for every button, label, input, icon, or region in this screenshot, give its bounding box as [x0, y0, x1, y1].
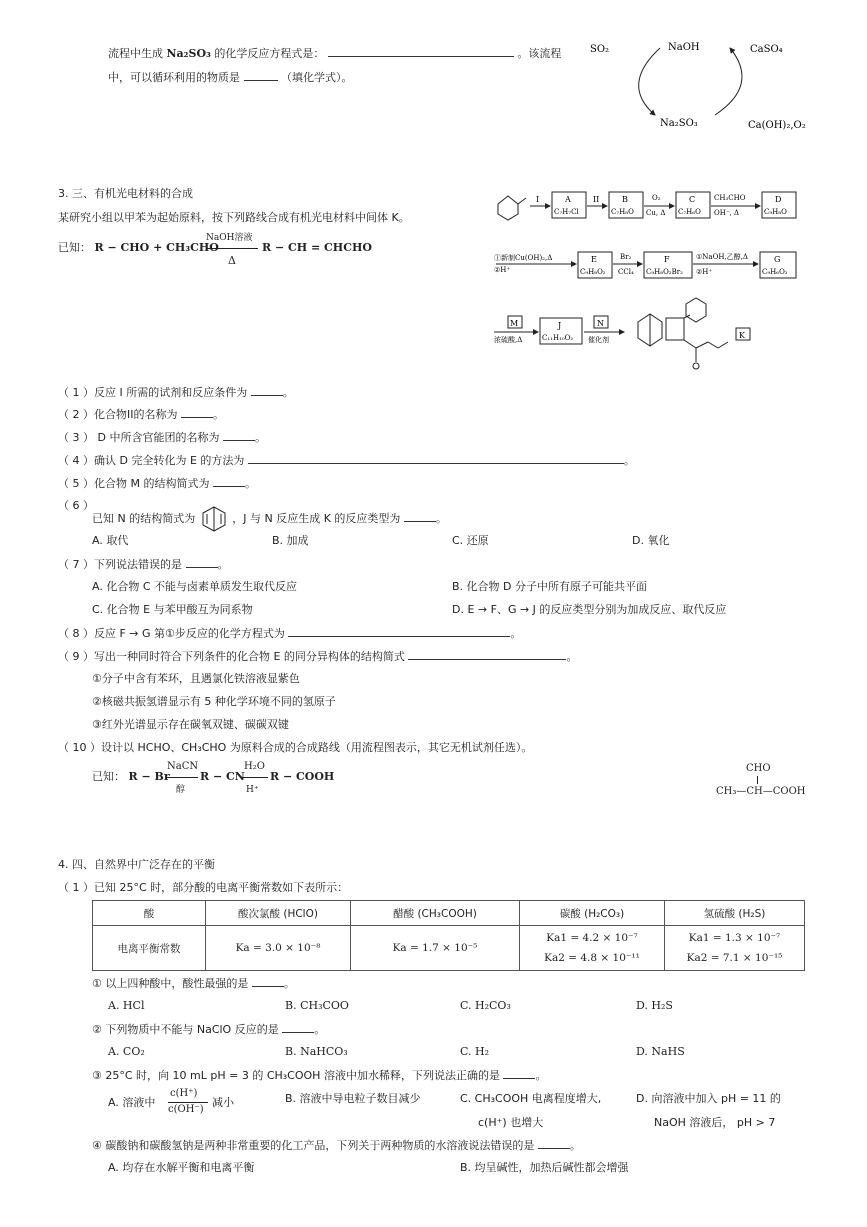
answer-blank[interactable]: [328, 46, 514, 57]
question-1-text: （ 1 ）反应 I 所需的试剂和反应条件为: [58, 386, 248, 399]
compound-b: B: [622, 195, 628, 204]
sub3-c-line2: c(H⁺) 也增大: [478, 1116, 544, 1129]
end-mark: 。: [566, 650, 578, 663]
q10-r-cn: R − CN: [200, 770, 245, 783]
compound-k-structure: [638, 298, 728, 369]
answer-blank[interactable]: [244, 70, 278, 81]
sub2-option-c[interactable]: C. H₂: [460, 1045, 490, 1058]
s4-sub3: [92, 1068, 546, 1083]
ionization-constant-table: [92, 900, 805, 971]
sub3-option-d[interactable]: [636, 1092, 781, 1130]
synthesis-route-diagram: [490, 182, 815, 377]
q3-8: [58, 626, 521, 641]
q3-9: [58, 649, 577, 664]
q6-option-c[interactable]: C. 还原: [452, 534, 489, 547]
sub2-text: ② 下列物质中不能与 NaClO 反应的是: [92, 1023, 279, 1036]
sub1-option-d[interactable]: D. H₂S: [636, 999, 673, 1012]
q10-known: [92, 770, 170, 784]
question-4-text: （ 4 ）确认 D 完全转化为 E 的方法为: [58, 454, 245, 467]
compound-e: E: [591, 255, 597, 264]
q3-6-num: （ 6 ）: [58, 499, 94, 512]
toluene-ring-icon: [498, 196, 518, 220]
question-2-text: （ 2 ）化合物II的名称为: [58, 408, 178, 421]
reagent-h-plus: ②H⁺: [494, 266, 511, 274]
q6-option-d[interactable]: D. 氧化: [632, 534, 670, 547]
compound-g: G: [774, 255, 781, 264]
compound-g-formula: C₉H₆O₂: [762, 268, 788, 276]
answer-blank[interactable]: [282, 1022, 314, 1033]
sub1-text: ① 以上四种酸中，酸性最强的是: [92, 977, 249, 990]
q3-1: [58, 385, 294, 400]
ka-h2co3: [520, 926, 665, 971]
compound-a: A: [565, 195, 571, 204]
compound-a-formula: C₇H₇Cl: [554, 208, 579, 216]
section3-heading: 3. 三、有机光电材料的合成: [58, 187, 193, 200]
known-reactants: R − CHO + CH₃CHO: [94, 241, 219, 254]
section3-known: [58, 241, 219, 255]
sub1-option-b[interactable]: B. CH₃COO: [285, 999, 349, 1012]
q7-option-d[interactable]: D. E → F、G → J 的反应类型分别为加成反应、取代反应: [452, 603, 727, 616]
sub3-d-line2: NaOH 溶液后， pH > 7: [654, 1116, 776, 1129]
ka-ch3cooh: Ka = 1.7 × 10⁻⁵: [351, 926, 520, 971]
q9-condition-3: ③红外光谱显示存在碳氧双键、碳碳双键: [92, 718, 289, 731]
compound-f-formula: C₉H₈O₂Br₂: [646, 268, 683, 276]
end-mark: 。: [212, 408, 224, 421]
compound-n: N: [597, 319, 604, 328]
sub3-c-line1: C. CH₃COOH 电离程度增大,: [460, 1092, 602, 1105]
cycle-arrow-left: [639, 48, 660, 115]
answer-blank[interactable]: [181, 407, 213, 418]
sub4-text: ④ 碳酸钠和碳酸氢钠是两种非常重要的化工产品，下列关于两种物质的水溶液说法错误的是: [92, 1139, 535, 1152]
sub3-option-a[interactable]: [108, 1096, 155, 1110]
section3-intro: 某研究小组以甲苯为起始原料，按下列路线合成有机光电材料中间体 K。: [58, 211, 410, 224]
table-row: [93, 926, 805, 971]
q6-option-a[interactable]: A. 取代: [92, 534, 129, 547]
q2-line1-prefix: 流程中生成: [108, 47, 163, 60]
step-label-i: I: [536, 195, 540, 204]
ka1-h2co3: Ka1 = 4.2 × 10⁻⁷: [546, 932, 638, 944]
ka-hclo: Ka = 3.0 × 10⁻⁸: [206, 926, 351, 971]
q9-condition-2: ②核磁共振氢谱显示有 5 种化学环境不同的氢原子: [92, 695, 336, 708]
target-cho: CHO: [746, 763, 771, 774]
reagent-oh: OH⁻, Δ: [714, 209, 740, 217]
sub3-a-suffix: 减小: [212, 1096, 234, 1109]
known-arrow-below: Δ: [228, 254, 236, 267]
sub3-option-b[interactable]: B. 溶液中导电粒子数目减少: [285, 1092, 421, 1105]
answer-blank[interactable]: [186, 557, 218, 568]
ka-h2s: [665, 926, 805, 971]
compound-m: M: [510, 319, 519, 328]
target-chain: CH₃—CH—COOH: [716, 786, 806, 797]
table-header-hclo: 酸次氯酸 (HClO): [206, 901, 351, 926]
question-7-text: （ 7 ）下列说法错误的是: [58, 558, 182, 571]
answer-blank[interactable]: [288, 626, 510, 637]
norbornadiene-structure: [199, 505, 229, 533]
ka2-h2s: Ka2 = 7.1 × 10⁻¹⁵: [686, 952, 783, 964]
question-3-text: （ 3 ） D 中所含官能团的名称为: [58, 431, 220, 444]
q6-option-b[interactable]: B. 加成: [272, 534, 309, 547]
answer-blank[interactable]: [404, 511, 436, 522]
sub4-option-b[interactable]: B. 均呈碱性，加热后碱性都会增强: [460, 1161, 629, 1174]
reagent-o2: O₂: [652, 194, 661, 202]
reagent-br2: Br₂: [620, 253, 632, 261]
answer-blank[interactable]: [252, 976, 284, 987]
q3-10: （ 10 ）设计以 HCHO、CH₃CHO 为原料合成的合成路线（用流程图表示，其它无机试剂任选）。: [58, 741, 533, 754]
table-header-h2co3: 碳酸 (H₂CO₃): [520, 901, 665, 926]
q9-condition-1: ①分子中含有苯环，且遇氯化铁溶液显紫色: [92, 672, 300, 685]
known-product: R − CH = CHCHO: [262, 241, 372, 254]
sub2-option-a[interactable]: A. CO₂: [108, 1045, 145, 1058]
q10-arrow1-above: NaCN: [167, 761, 199, 772]
q2-line2: [108, 70, 353, 85]
end-mark: 。: [535, 1069, 547, 1082]
s4-sub4: [92, 1138, 581, 1153]
question-8-text: （ 8 ）反应 F → G 第①步反应的化学方程式为: [58, 627, 285, 640]
end-mark: 。: [254, 431, 266, 444]
q10-arrow1-below: 醇: [176, 785, 186, 795]
compound-f: F: [664, 255, 670, 264]
s4-sub1: [92, 976, 295, 991]
reagent-cu: Cu, Δ: [646, 209, 666, 217]
end-mark: 。: [283, 977, 295, 990]
end-mark: 。: [623, 454, 635, 467]
answer-blank[interactable]: [408, 649, 566, 660]
compound-b-formula: C₇H₈O: [611, 208, 634, 216]
end-mark: 。: [510, 627, 522, 640]
q10-r-br: R − Br: [128, 770, 170, 783]
answer-blank[interactable]: [503, 1068, 535, 1079]
question-6-text-a: 已知 N 的结构简式为: [92, 512, 196, 525]
table-header-h2s: 氢硫酸 (H₂S): [665, 901, 805, 926]
table-row-label: 电离平衡常数: [93, 926, 206, 971]
reagent-ch3cho: CH₃CHO: [714, 194, 746, 202]
sub3-option-c[interactable]: [460, 1092, 601, 1130]
reagent-h2so4: 浓硫酸,Δ: [494, 336, 523, 344]
q2-formula: Na₂SO₃: [166, 47, 211, 60]
so2-cycle-diagram: [580, 30, 820, 140]
target-bond: [757, 776, 758, 784]
table-header-row: [93, 901, 805, 926]
sub3-a-denominator: c(OH⁻): [168, 1104, 204, 1115]
s4-sub2: [92, 1022, 325, 1037]
step-label-ii: II: [593, 195, 600, 204]
cycle-naoh: NaOH: [668, 42, 700, 53]
answer-blank[interactable]: [538, 1138, 570, 1149]
q2-line1-mid: 的化学反应方程式是：: [214, 47, 325, 60]
table-header-acid: 酸: [93, 901, 206, 926]
end-mark: 。: [282, 386, 294, 399]
sub3-d-line1: D. 向溶液中加入 pH = 11 的: [636, 1092, 781, 1105]
q10-arrow2-above: H₂O: [244, 761, 265, 772]
q3-3: [58, 430, 266, 445]
compound-c-formula: C₇H₆O: [678, 208, 701, 216]
table-header-ch3cooh: 醋酸 (CH₃COOH): [351, 901, 520, 926]
q3-5: [58, 476, 256, 491]
ka1-h2s: Ka1 = 1.3 × 10⁻⁷: [688, 932, 781, 944]
cycle-caoh2: Ca(OH)₂,O₂: [748, 120, 806, 131]
cycle-caso4: CaSO₄: [750, 44, 783, 55]
q10-arrow1: [166, 777, 198, 778]
q3-4: [58, 453, 635, 468]
compound-j: J: [558, 321, 562, 330]
q10-r-cooh: R − COOH: [270, 770, 335, 783]
answer-blank[interactable]: [251, 385, 283, 396]
sub3-text: ③ 25°C 时，向 10 mL pH = 3 的 CH₃COOH 溶液中加水稀释，下列说法正确的是: [92, 1069, 500, 1082]
q3-7: [58, 557, 229, 572]
q10-known-prefix: 已知：: [92, 770, 125, 783]
q7-option-c[interactable]: C. 化合物 E 与苯甲酸互为同系物: [92, 603, 253, 616]
question-9-text: （ 9 ）写出一种同时符合下列条件的化合物 E 的同分异构体的结构简式: [58, 650, 405, 663]
q2-line2-prefix: 中，可以循环利用的物质是: [108, 71, 240, 84]
q7-option-b[interactable]: B. 化合物 D 分子中所有原子可能共平面: [452, 580, 648, 593]
sub3-a-prefix: A. 溶液中: [108, 1096, 156, 1109]
compound-j-formula: C₁₁H₁₀O₂: [542, 334, 574, 342]
q7-option-a[interactable]: A. 化合物 C 不能与卤素单质发生取代反应: [92, 580, 297, 593]
reagent-naoh-ethanol: ①NaOH,乙醇,Δ: [696, 253, 748, 261]
compound-c: C: [689, 195, 696, 204]
sub1-option-a[interactable]: A. HCl: [108, 999, 145, 1012]
reagent-cuoh2: ①新制Cu(OH)₂,Δ: [494, 254, 553, 262]
compound-e-formula: C₉H₈O₂: [580, 268, 606, 276]
q2-line1-suffix: 。该流程: [517, 47, 562, 60]
reagent-ccl4: CCl₄: [618, 268, 634, 276]
sub2-option-b[interactable]: B. NaHCO₃: [285, 1045, 348, 1058]
compound-d-formula: C₉H₈O: [764, 208, 787, 216]
q3-2: [58, 407, 224, 422]
known-prefix: 已知：: [58, 241, 91, 254]
ka2-h2co3: Ka2 = 4.8 × 10⁻¹¹: [544, 952, 640, 964]
question-5-text: （ 5 ）化合物 M 的结构简式为: [58, 477, 210, 490]
reagent-h-plus-2: ②H⁺: [696, 268, 713, 276]
q2-line2-suffix: （填化学式）。: [281, 71, 353, 84]
compound-k: K: [739, 331, 745, 340]
end-mark: 。: [435, 512, 447, 525]
sub1-option-c[interactable]: C. H₂CO₃: [460, 999, 511, 1012]
q2-line1: [108, 46, 561, 61]
answer-blank[interactable]: [223, 430, 255, 441]
sub2-option-d[interactable]: D. NaHS: [636, 1045, 685, 1058]
q10-arrow2: [242, 777, 268, 778]
end-mark: 。: [217, 558, 229, 571]
sub4-option-a[interactable]: A. 均存在水解平衡和电离平衡: [108, 1161, 255, 1174]
end-mark: 。: [569, 1139, 581, 1152]
answer-blank[interactable]: [213, 476, 245, 487]
end-mark: 。: [314, 1023, 326, 1036]
answer-blank[interactable]: [248, 453, 624, 464]
q3-6: [92, 505, 447, 533]
cycle-na2so3: Na₂SO₃: [660, 118, 698, 129]
end-mark: 。: [244, 477, 256, 490]
known-arrow-above: NaOH溶液: [206, 233, 253, 243]
sub3-a-numerator: c(H⁺): [170, 1088, 198, 1099]
compound-d: D: [775, 195, 782, 204]
question-6-text-b: ，J 与 N 反应生成 K 的反应类型为: [232, 512, 401, 525]
cycle-so2: SO₂: [590, 44, 610, 55]
section4-heading: 4. 四、自然界中广泛存在的平衡: [58, 858, 215, 871]
q10-arrow2-below: H⁺: [246, 785, 259, 795]
known-arrow: [206, 248, 258, 249]
reagent-catalyst: 催化剂: [588, 336, 609, 344]
s4-q1: （ 1 ）已知 25°C 时，部分酸的电离平衡常数如下表所示：: [58, 881, 349, 894]
cycle-arrow-right: [715, 48, 742, 115]
